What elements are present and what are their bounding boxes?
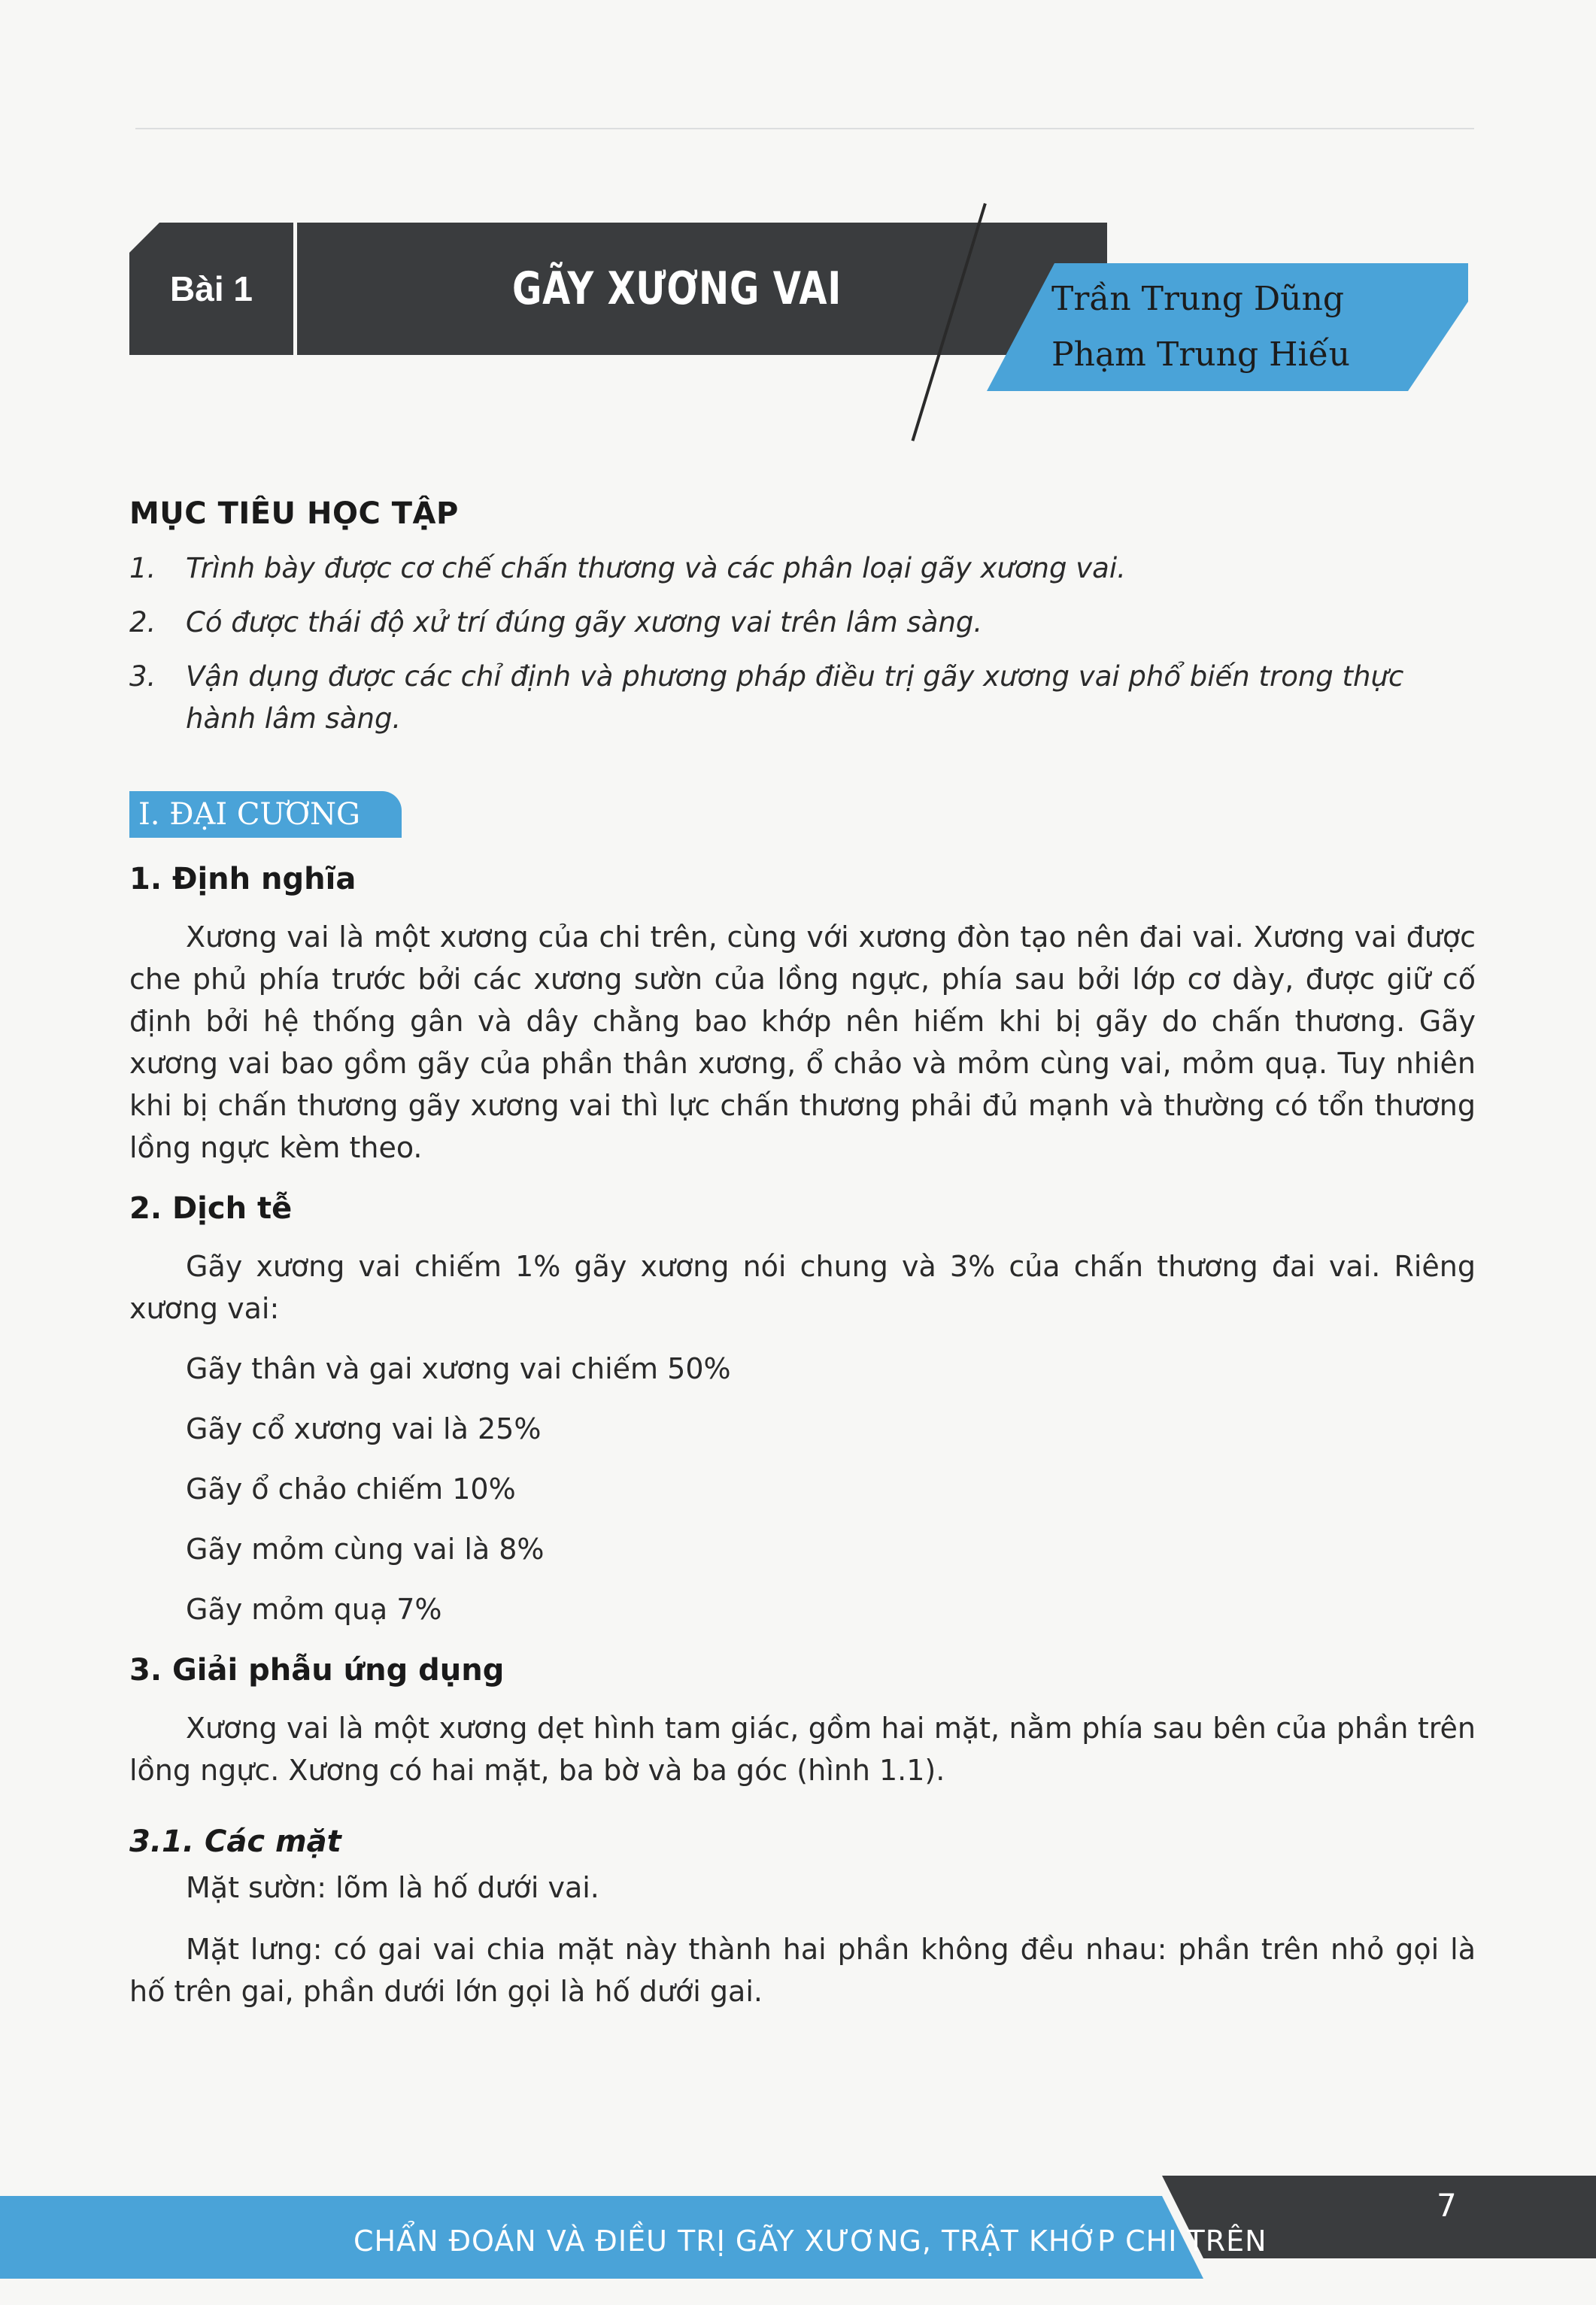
anatomy-heading: 3. Giải phẫu ứng dụng: [129, 1653, 505, 1688]
objective-item: [129, 602, 1476, 644]
lesson-label: Bài 1: [170, 269, 253, 308]
objective-number: 3.: [129, 660, 156, 693]
epidemiology-item: Gãy thân và gai xương vai chiếm 50%: [186, 1352, 731, 1385]
author-name: Trần Trung Dũng: [1051, 280, 1344, 318]
objectives-heading: MỤC TIÊU HỌC TẬP: [129, 496, 459, 531]
surface-paragraph: Mặt sườn: lõm là hố dưới vai.: [186, 1871, 599, 1904]
epidemiology-heading: 2. Dịch tễ: [129, 1191, 293, 1226]
bleed-through-rule: [135, 128, 1474, 129]
objective-number: 2.: [129, 606, 156, 638]
objective-text: Có được thái độ xử trí đúng gãy xương vai trên lâm sàng.: [186, 606, 983, 638]
objective-text: Vận dụng được các chỉ định và phương pháp điều trị gãy xương vai phổ biến trong thực hành lâm sàng.: [186, 660, 1404, 735]
page-number: 7: [1437, 2187, 1457, 2224]
epidemiology-item: Gãy mỏm quạ 7%: [186, 1593, 442, 1626]
page-content: [129, 496, 1476, 2020]
lesson-title: GÃY XƯƠNG VAI: [511, 262, 842, 315]
epidemiology-item: Gãy mỏm cùng vai là 8%: [186, 1533, 545, 1566]
objective-item: [129, 547, 1476, 590]
definition-paragraph: Xương vai là một xương của chi trên, cùng với xương đòn tạo nên đai vai. Xương vai được che phủ phía trước bởi các xương sườn của lồng ngực, phía sau bởi lớp cơ dày, được giữ cố định bởi hệ thống gân và dây chằng bao khớp nên hiếm khi bị gãy do chấn thương. Gãy xương vai bao gồm gãy của phần thân xương, ổ chảo và mỏm cùng vai, mỏm quạ. Tuy nhiên khi bị chấn thương gãy xương vai thì lực chấn thương phải đủ mạnh và thường có tổn thương lồng ngực kèm theo.: [129, 920, 1476, 1164]
epidemiology-paragraph: Gãy xương vai chiếm 1% gãy xương nói chung và 3% của chấn thương đai vai. Riêng xương vai:: [129, 1250, 1476, 1325]
footer-title: CHẨN ĐOÁN VÀ ĐIỀU TRỊ GÃY XƯƠNG, TRẬT KHỚP CHI TRÊN: [353, 2225, 1267, 2258]
surfaces-heading: 3.1. Các mặt: [129, 1824, 341, 1859]
surface-paragraph: Mặt lưng: có gai vai chia mặt này thành hai phần không đều nhau: phần trên nhỏ gọi là hố trên gai, phần dưới lớn gọi là hố dưới gai.: [129, 1933, 1476, 2008]
anatomy-paragraph: Xương vai là một xương dẹt hình tam giác, gồm hai mặt, nằm phía sau bên của phần trên lồng ngực. Xương có hai mặt, ba bờ và ba góc (hình 1.1).: [129, 1712, 1476, 1787]
section-tag: I. ĐẠI CƯƠNG: [129, 791, 402, 838]
author-name: Phạm Trung Hiếu: [1051, 335, 1350, 374]
objective-text: Trình bày được cơ chế chấn thương và các phân loại gãy xương vai.: [186, 552, 1126, 584]
banner-divider: [293, 223, 297, 355]
objective-number: 1.: [129, 552, 156, 584]
epidemiology-item: Gãy cổ xương vai là 25%: [186, 1412, 542, 1445]
definition-heading: 1. Định nghĩa: [129, 862, 357, 896]
epidemiology-item: Gãy ổ chảo chiếm 10%: [186, 1472, 516, 1506]
objective-item: [129, 656, 1476, 740]
